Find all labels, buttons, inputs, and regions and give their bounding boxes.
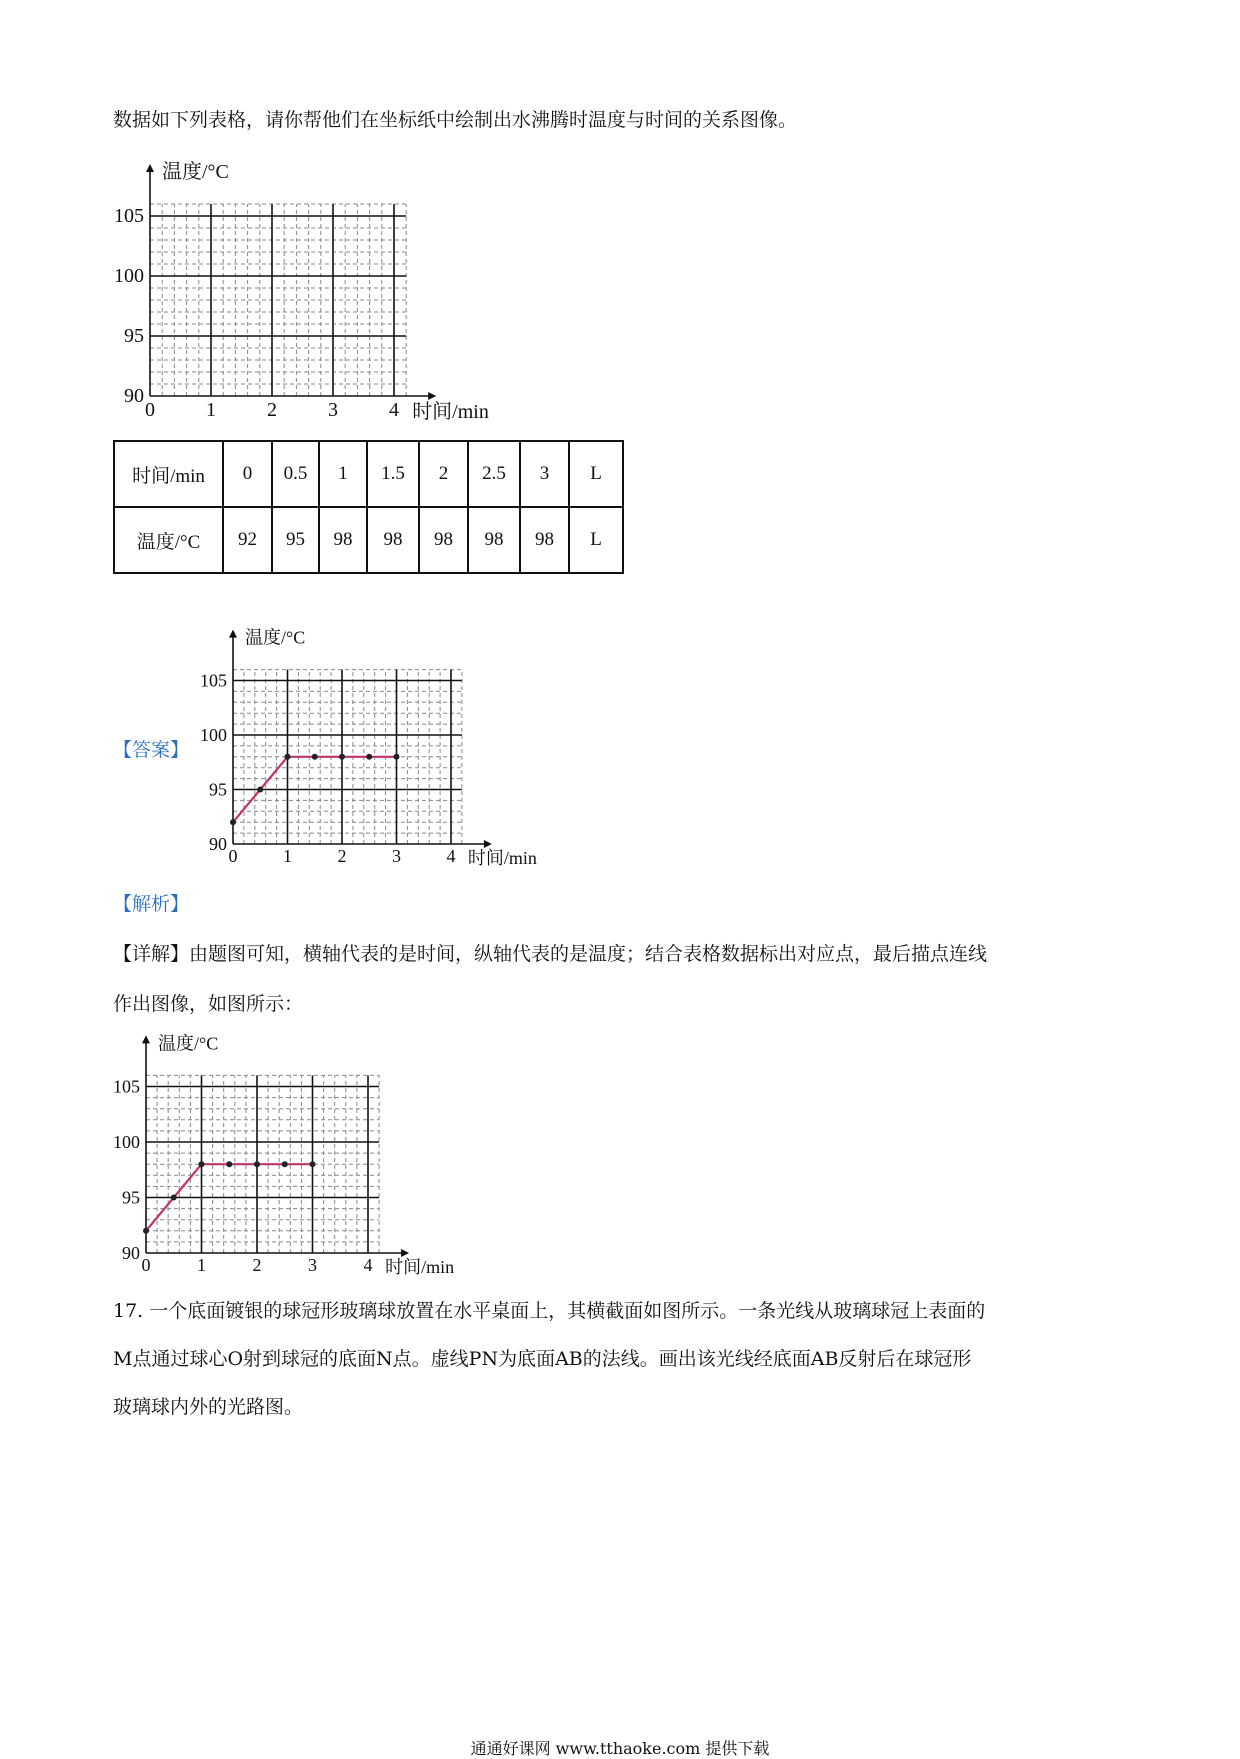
x-tick-label: 4	[363, 1255, 373, 1275]
table-row-time	[114, 441, 623, 507]
y-axis-label: 温度/°C	[158, 1033, 219, 1054]
table-cell: L	[569, 441, 623, 507]
data-point	[254, 1161, 260, 1167]
y-tick-label: 90	[124, 385, 144, 407]
table-cell: 0.5	[272, 441, 319, 507]
y-tick-label: 90	[209, 834, 227, 854]
table-cell: 2	[419, 441, 468, 507]
y-tick-label: 95	[124, 325, 144, 347]
x-axis-arrow	[484, 840, 492, 848]
intro-text: 数据如下列表格，请你帮他们在坐标纸中绘制出水沸腾时温度与时间的关系图像。	[113, 109, 798, 131]
table-row-temp	[114, 507, 623, 573]
detail-label: 【详解】	[113, 943, 190, 965]
x-tick-label: 4	[389, 399, 399, 421]
y-tick-label: 100	[114, 265, 144, 287]
x-axis-label: 时间/min	[385, 1257, 455, 1277]
x-tick-label: 0	[145, 399, 155, 421]
data-point	[339, 754, 345, 760]
x-tick-label: 3	[308, 1255, 317, 1275]
table-cell: 95	[272, 507, 319, 573]
y-tick-label: 90	[122, 1243, 140, 1263]
x-tick-label: 1	[283, 846, 292, 866]
y-tick-label: 100	[113, 1132, 140, 1152]
q17-line-1: 17. 一个底面镀银的球冠形玻璃球放置在水平桌面上，其横截面如图所示。一条光线从玻璃球冠上表面的	[113, 1300, 986, 1322]
data-point	[310, 1161, 316, 1167]
analysis-label: 【解析】	[113, 893, 190, 915]
x-tick-label: 0	[141, 1255, 151, 1275]
x-tick-label: 2	[337, 846, 347, 866]
table-header-temp: 温度/°C	[114, 507, 223, 573]
table-cell: 1.5	[367, 441, 419, 507]
table-cell: 1	[319, 441, 367, 507]
x-tick-label: 1	[206, 399, 216, 421]
data-point	[257, 787, 263, 793]
footer-text: 通通好课网 www.tthaoke.com 提供下载	[470, 1739, 770, 1758]
table-cell: 0	[223, 441, 272, 507]
y-axis-arrow	[146, 164, 154, 172]
table-cell: 98	[367, 507, 419, 573]
table-cell: 98	[419, 507, 468, 573]
y-axis-label: 温度/°C	[162, 161, 229, 183]
data-point	[312, 754, 318, 760]
data-point	[171, 1195, 177, 1201]
y-axis-label: 温度/°C	[245, 627, 306, 648]
q17-line-3: 玻璃球内外的光路图。	[113, 1396, 304, 1418]
table-cell: 92	[223, 507, 272, 573]
table-cell: 2.5	[468, 441, 520, 507]
table-cell: 3	[520, 441, 569, 507]
y-tick-label: 105	[114, 205, 144, 227]
x-tick-label: 4	[446, 846, 456, 866]
table-cell: 98	[468, 507, 520, 573]
table-header-time: 时间/min	[114, 441, 223, 507]
table-cell: L	[569, 507, 623, 573]
x-tick-label: 1	[197, 1255, 206, 1275]
data-point	[199, 1161, 205, 1167]
x-axis-label: 时间/min	[467, 848, 537, 868]
data-point	[366, 754, 372, 760]
y-tick-label: 100	[200, 725, 227, 745]
detail-line-1: 【详解】由题图可知，横轴代表的是时间，纵轴代表的是温度；结合表格数据标出对应点，最后描点连线	[113, 943, 988, 965]
data-table	[113, 440, 624, 574]
data-point	[282, 1161, 288, 1167]
x-axis-arrow	[428, 392, 436, 400]
y-tick-label: 95	[209, 779, 227, 800]
y-tick-label: 105	[113, 1076, 140, 1097]
data-point	[394, 754, 400, 760]
data-point	[143, 1228, 149, 1234]
x-tick-label: 2	[267, 399, 277, 421]
x-tick-label: 3	[392, 846, 401, 866]
data-point	[285, 754, 291, 760]
data-point	[230, 819, 236, 825]
x-axis-label: 时间/min	[412, 401, 489, 423]
table-cell: 98	[520, 507, 569, 573]
detail-line-2: 作出图像，如图所示：	[113, 993, 304, 1015]
y-axis-arrow	[229, 630, 237, 638]
table-cell: 98	[319, 507, 367, 573]
x-tick-label: 3	[328, 399, 338, 421]
x-tick-label: 0	[228, 846, 238, 866]
q17-line-2: M点通过球心O射到球冠的底面N点。虚线PN为底面AB的法线。画出该光线经底面AB反射后在球冠形	[113, 1348, 972, 1370]
data-point	[226, 1161, 232, 1167]
y-axis-arrow	[142, 1035, 150, 1043]
answer-label: 【答案】	[113, 739, 190, 761]
x-axis-arrow	[401, 1249, 409, 1257]
x-tick-label: 2	[252, 1255, 262, 1275]
y-tick-label: 95	[122, 1187, 140, 1208]
y-tick-label: 105	[200, 670, 227, 691]
